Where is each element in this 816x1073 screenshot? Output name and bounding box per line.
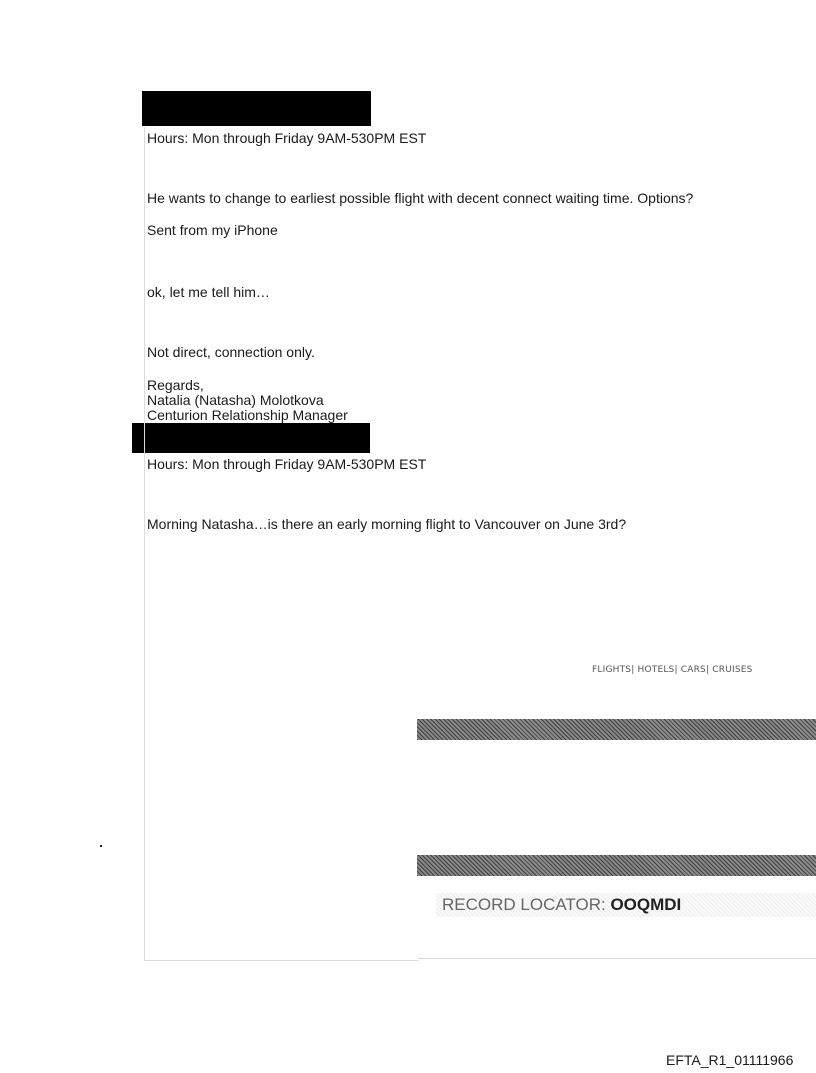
regards-line: Regards, (147, 377, 204, 393)
nav-separator: | (631, 665, 635, 675)
sender-name: Natalia (Natasha) Molotkova (147, 392, 324, 408)
record-locator (442, 895, 681, 915)
message-ok: ok, let me tell him… (147, 284, 270, 300)
sender-title: Centurion Relationship Manager (147, 407, 348, 423)
message-morning: Morning Natasha…is there an early morning flight to Vancouver on June 3rd? (147, 516, 627, 532)
record-locator-label: RECORD LOCATOR: (442, 895, 611, 914)
message-change-flight: He wants to change to earliest possible flight with decent connect waiting time. Options? (147, 190, 694, 206)
itinerary-section-bar (417, 855, 816, 876)
nav-link-flights[interactable]: FLIGHTS (592, 665, 632, 675)
message-not-direct: Not direct, connection only. (147, 344, 315, 360)
nav-link-cars[interactable]: CARS (680, 665, 706, 675)
record-locator-value: OOQMDI (610, 895, 682, 914)
hours-line: Hours: Mon through Friday 9AM-530PM EST (147, 456, 427, 472)
scan-dot (100, 845, 102, 847)
redaction-block (132, 423, 370, 453)
quote-frame-bottom (144, 960, 418, 961)
nav-separator: | (674, 665, 678, 675)
document-id: EFTA_R1_01111966 (666, 1052, 794, 1068)
hours-line: Hours: Mon through Friday 9AM-530PM EST (147, 130, 427, 146)
itinerary-header-bar (417, 719, 816, 740)
nav-link-cruises[interactable]: CRUISES (712, 665, 753, 675)
redaction-block (142, 91, 371, 126)
sent-from-line: Sent from my iPhone (147, 222, 278, 238)
itinerary-panel-bottom (418, 958, 816, 959)
itinerary-nav (592, 665, 753, 675)
quote-frame-left (144, 127, 145, 961)
nav-link-hotels[interactable]: HOTELS (637, 665, 675, 675)
nav-separator: | (705, 665, 710, 675)
